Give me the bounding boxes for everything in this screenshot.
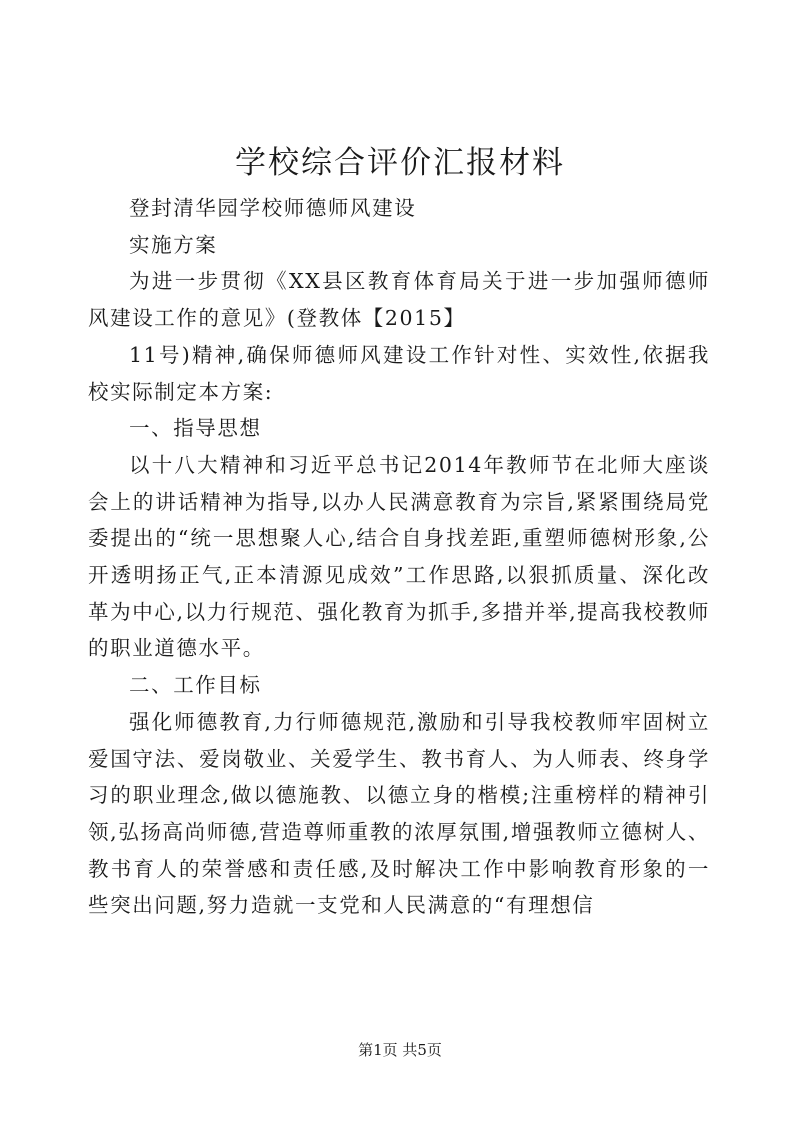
- section-heading-work-goals: 二、工作目标: [129, 673, 262, 698]
- document-body: [88, 190, 710, 924]
- paragraph-intro-continued: 11号)精神,确保师德师风建设工作针对性、实效性,依据我校实际制定本方案:: [88, 342, 710, 404]
- paragraph-intro: 为进一步贯彻《XX县区教育体育局关于进一步加强师德师风建设工作的意见》(登教体【2015】: [88, 269, 710, 331]
- paragraph-plan-label: 实施方案: [129, 232, 218, 257]
- section-heading-guiding-ideology: 一、指导思想: [129, 416, 262, 441]
- paragraph-work-goals: 强化师德教育,力行师德规范,激励和引导我校教师牢固树立爱国守法、爱岗敬业、关爱学生、教书育人、为人师表、终身学习的职业理念,做以德施教、以德立身的楷模;注重榜样的精神引领,弘扬高尚师德,营造尊师重教的浓厚氛围,增强教师立德树人、教书育人的荣誉感和责任感,及时解决工作中影响教育形象的一些突出问题,努力造就一支党和人民满意的“有理想信: [88, 709, 710, 918]
- paragraph-school-name: 登封清华园学校师德师风建设: [129, 196, 417, 220]
- document-title: 学校综合评价汇报材料: [235, 145, 565, 181]
- page-footer: 第1页 共5页: [358, 1041, 442, 1059]
- paragraph-guiding-ideology: 以十八大精神和习近平总书记2014年教师节在北师大座谈会上的讲话精神为指导,以办人民满意教育为宗旨,紧紧围绕局党委提出的“统一思想聚人心,结合自身找差距,重塑师德树形象,公开透明扬正气,正本清源见成效”工作思路,以狠抓质量、深化改革为中心,以力行规范、强化教育为抓手,多措并举,提高我校教师的职业道德水平。: [88, 452, 710, 661]
